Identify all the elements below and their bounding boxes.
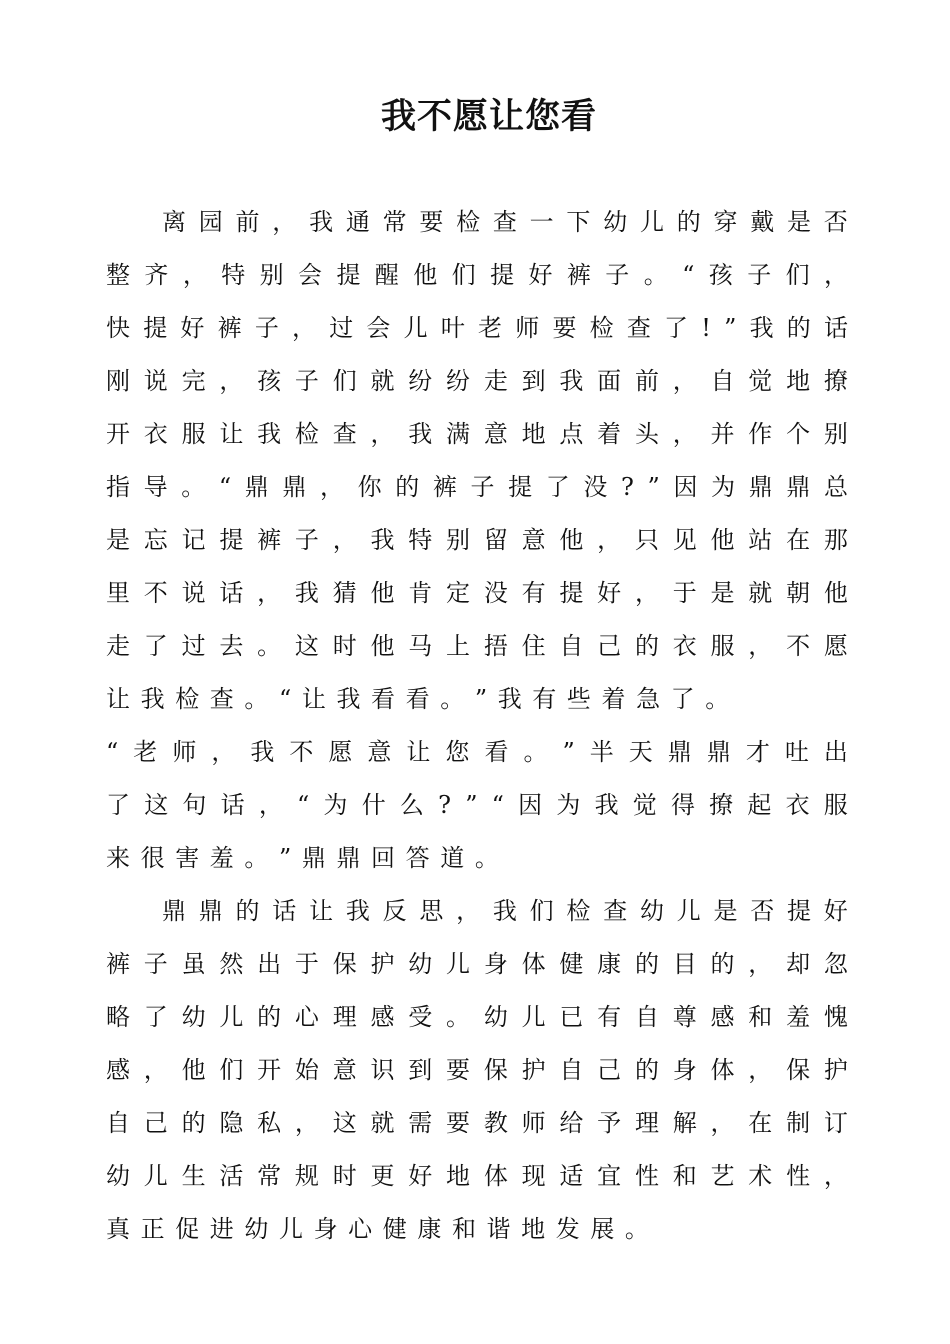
text-line: 走 了 过 去 。 这 时 他 马 上 捂 住 自 己 的 衣 服 ， 不 愿 <box>106 632 848 660</box>
text-line: 让 我 检 查 。 “ 让 我 看 看 。 ” 我 有 些 着 急 了 。 <box>106 685 730 713</box>
text-line: 开 衣 服 让 我 检 查 ， 我 满 意 地 点 着 头 ， 并 作 个 别 <box>106 420 848 448</box>
text-line: “ 老 师 ， 我 不 愿 意 让 您 看 。 ” 半 天 鼎 鼎 才 吐 出 <box>106 738 848 766</box>
text-line: 感 ， 他 们 开 始 意 识 到 要 保 护 自 己 的 身 体 ， 保 护 <box>106 1056 848 1084</box>
text-line: 真 正 促 进 幼 儿 身 心 健 康 和 谐 地 发 展 。 <box>106 1215 649 1243</box>
text-line: 略 了 幼 儿 的 心 理 感 受 。 幼 儿 已 有 自 尊 感 和 羞 愧 <box>106 1003 848 1031</box>
text-line: 鼎 鼎 的 话 让 我 反 思 ， 我 们 检 查 幼 儿 是 否 提 好 <box>162 897 848 925</box>
text-line: 是 忘 记 提 裤 子 ， 我 特 别 留 意 他 ， 只 见 他 站 在 那 <box>106 526 848 554</box>
text-line: 自 己 的 隐 私 ， 这 就 需 要 教 师 给 予 理 解 ， 在 制 订 <box>106 1109 848 1137</box>
text-line: 来 很 害 羞 。 ” 鼎 鼎 回 答 道 。 <box>106 844 499 872</box>
text-line: 刚 说 完 ， 孩 子 们 就 纷 纷 走 到 我 面 前 ， 自 觉 地 撩 <box>106 367 848 395</box>
text-line: 了 这 句 话 ， “ 为 什 么 ? ” “ 因 为 我 觉 得 撩 起 衣 服 <box>106 791 848 819</box>
text-line: 里 不 说 话 ， 我 猜 他 肯 定 没 有 提 好 ， 于 是 就 朝 他 <box>106 579 848 607</box>
text-line: 裤 子 虽 然 出 于 保 护 幼 儿 身 体 健 康 的 目 的 ， 却 忽 <box>106 950 848 978</box>
page-title: 我不愿让您看 <box>380 96 597 137</box>
text-line: 整 齐 ， 特 别 会 提 醒 他 们 提 好 裤 子 。 “ 孩 子 们 ， <box>106 261 848 289</box>
text-line: 快 提 好 裤 子 ， 过 会 儿 叶 老 师 要 检 查 了 ! ” 我 的 话 <box>106 314 848 342</box>
text-line: 幼 儿 生 活 常 规 时 更 好 地 体 现 适 宜 性 和 艺 术 性 ， <box>106 1162 848 1190</box>
text-line: 离 园 前 ， 我 通 常 要 检 查 一 下 幼 儿 的 穿 戴 是 否 <box>162 208 848 236</box>
text-line: 指 导 。 “ 鼎 鼎 ， 你 的 裤 子 提 了 没 ? ” 因 为 鼎 鼎 总 <box>106 473 848 501</box>
article-body <box>106 196 848 1256</box>
